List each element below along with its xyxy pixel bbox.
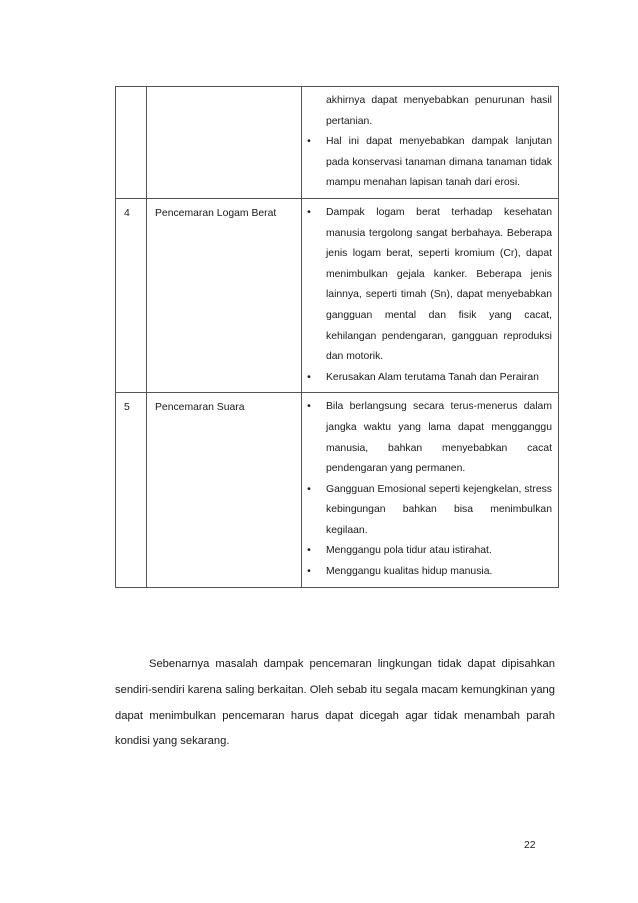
- bullet-icon: •: [307, 401, 311, 413]
- page-number: 22: [524, 840, 536, 851]
- bullet-icon: •: [307, 545, 311, 557]
- row-number-cell: 5: [116, 393, 147, 587]
- impact-description-cell: [302, 393, 559, 587]
- table-row: [116, 198, 559, 392]
- bullet-icon: •: [307, 136, 311, 148]
- bullet-icon: •: [307, 371, 311, 383]
- list-item: • Menggangu pola tidur atau istirahat.: [302, 541, 552, 562]
- table-row: [116, 393, 559, 587]
- pollution-type-cell: [147, 87, 302, 199]
- list-item: • Dampak logam berat terhadap kesehatan manusia tergolong sangat berbahaya. Beberapa jenis logam berat, seperti kromium (Cr), dapat menimbulkan gejala kanker. Beberapa jenis lainnya, seperti timah (Sn), dapat menyebabkan gangguan mental dan fisik yang cacat, kehilangan pendengaran, gangguan reproduksi dan motorik.: [302, 203, 552, 368]
- list-item: • Kerusakan Alam terutama Tanah dan Perairan: [302, 368, 552, 389]
- pollution-type-cell: Pencemaran Suara: [147, 393, 302, 587]
- bullet-icon: •: [307, 483, 311, 495]
- body-paragraph: Sebenarnya masalah dampak pencemaran lingkungan tidak dapat dipisahkan sendiri-sendiri karena saling berkaitan. Oleh sebab itu segala macam kemungkinan yang dapat menimbulkan pencemaran harus dapat dicegah agar tidak menambah parah kondisi yang sekarang.: [115, 658, 555, 748]
- bullet-icon: •: [307, 566, 311, 578]
- list-item: • Bila berlangsung secara terus-menerus dalam jangka waktu yang lama dapat mengganggu manusia, bahkan menyebabkan cacat pendengaran yang permanen.: [302, 397, 552, 479]
- impact-list: [302, 87, 558, 198]
- impact-list: [302, 199, 558, 392]
- pollution-type-cell: Pencemaran Logam Berat: [147, 198, 302, 392]
- list-item: • Hal ini dapat menyebabkan dampak lanjutan pada konservasi tanaman dimana tanaman tidak mampu menahan lapisan tanah dari erosi.: [302, 132, 552, 194]
- row-number-cell: 4: [116, 198, 147, 392]
- list-item-continuation: akhirnya dapat menyebabkan penurunan hasil pertanian.: [326, 95, 552, 127]
- impact-list: [302, 393, 558, 586]
- list-item: • Menggangu kualitas hidup manusia.: [302, 562, 552, 583]
- impact-description-cell: [302, 198, 559, 392]
- row-number-cell: [116, 87, 147, 199]
- bullet-icon: •: [307, 206, 311, 218]
- pollution-impact-table: [115, 86, 559, 588]
- table-row: [116, 87, 559, 199]
- impact-description-cell: [302, 87, 559, 199]
- list-item: • Gangguan Emosional seperti kejengkelan, stress kebingungan bahkan bisa menimbulkan kegilaan.: [302, 480, 552, 542]
